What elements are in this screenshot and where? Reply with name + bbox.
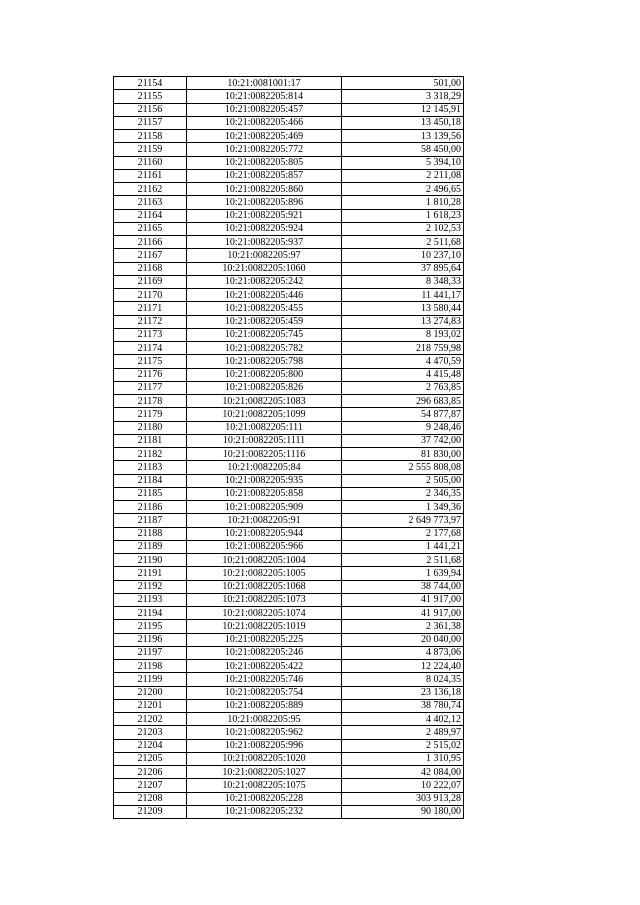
table-row (114, 289, 464, 302)
value-cell: 13 139,56 (342, 130, 464, 143)
table-row (114, 726, 464, 739)
row-number-cell: 21175 (114, 355, 187, 368)
cadastral-number-cell: 10:21:0082205:97 (187, 249, 342, 262)
value-cell: 8 348,33 (342, 275, 464, 288)
table-row (114, 540, 464, 553)
cadastral-number-cell: 10:21:0082205:924 (187, 222, 342, 235)
table-row (114, 633, 464, 646)
row-number-cell: 21176 (114, 368, 187, 381)
value-cell: 38 780,74 (342, 699, 464, 712)
value-cell: 10 222,07 (342, 779, 464, 792)
row-number-cell: 21172 (114, 315, 187, 328)
row-number-cell: 21197 (114, 646, 187, 659)
cadastral-number-cell: 10:21:0082205:858 (187, 487, 342, 500)
cadastral-number-cell: 10:21:0082205:1005 (187, 567, 342, 580)
table-row (114, 315, 464, 328)
value-cell: 4 873,06 (342, 646, 464, 659)
row-number-cell: 21206 (114, 766, 187, 779)
cadastral-number-cell: 10:21:0082205:469 (187, 130, 342, 143)
value-cell: 501,00 (342, 77, 464, 90)
value-cell: 2 346,35 (342, 487, 464, 500)
cadastral-number-cell: 10:21:0082205:814 (187, 90, 342, 103)
cadastral-number-cell: 10:21:0082205:745 (187, 328, 342, 341)
table-row (114, 209, 464, 222)
value-cell: 41 917,00 (342, 607, 464, 620)
table-row (114, 805, 464, 818)
cadastral-number-cell: 10:21:0081001:17 (187, 77, 342, 90)
row-number-cell: 21170 (114, 289, 187, 302)
cadastral-value-table (113, 76, 464, 819)
table-row (114, 673, 464, 686)
cadastral-number-cell: 10:21:0082205:466 (187, 116, 342, 129)
row-number-cell: 21190 (114, 554, 187, 567)
row-number-cell: 21158 (114, 130, 187, 143)
table-row (114, 752, 464, 765)
value-cell: 2 511,68 (342, 236, 464, 249)
table-row (114, 262, 464, 275)
cadastral-number-cell: 10:21:0082205:246 (187, 646, 342, 659)
value-cell: 4 402,12 (342, 713, 464, 726)
table-row (114, 593, 464, 606)
row-number-cell: 21177 (114, 381, 187, 394)
value-cell: 8 024,35 (342, 673, 464, 686)
row-number-cell: 21196 (114, 633, 187, 646)
cadastral-number-cell: 10:21:0082205:889 (187, 699, 342, 712)
table-row (114, 381, 464, 394)
row-number-cell: 21159 (114, 143, 187, 156)
value-cell: 12 145,91 (342, 103, 464, 116)
cadastral-number-cell: 10:21:0082205:1027 (187, 766, 342, 779)
table-row (114, 249, 464, 262)
cadastral-number-cell: 10:21:0082205:746 (187, 673, 342, 686)
cadastral-number-cell: 10:21:0082205:798 (187, 355, 342, 368)
table-row (114, 222, 464, 235)
cadastral-number-cell: 10:21:0082205:805 (187, 156, 342, 169)
row-number-cell: 21180 (114, 421, 187, 434)
row-number-cell: 21202 (114, 713, 187, 726)
value-cell: 54 877,87 (342, 408, 464, 421)
cadastral-number-cell: 10:21:0082205:242 (187, 275, 342, 288)
row-number-cell: 21167 (114, 249, 187, 262)
value-cell: 296 683,85 (342, 395, 464, 408)
row-number-cell: 21191 (114, 567, 187, 580)
cadastral-number-cell: 10:21:0082205:800 (187, 368, 342, 381)
value-cell: 58 450,00 (342, 143, 464, 156)
table-row (114, 527, 464, 540)
table-row (114, 792, 464, 805)
cadastral-number-cell: 10:21:0082205:962 (187, 726, 342, 739)
table-row (114, 183, 464, 196)
value-cell: 13 580,44 (342, 302, 464, 315)
value-cell: 12 224,40 (342, 660, 464, 673)
value-cell: 4 415,48 (342, 368, 464, 381)
row-number-cell: 21189 (114, 540, 187, 553)
cadastral-number-cell: 10:21:0082205:232 (187, 805, 342, 818)
value-cell: 2 505,00 (342, 474, 464, 487)
cadastral-number-cell: 10:21:0082205:860 (187, 183, 342, 196)
table-row (114, 487, 464, 500)
row-number-cell: 21164 (114, 209, 187, 222)
table-row (114, 143, 464, 156)
row-number-cell: 21192 (114, 580, 187, 593)
value-cell: 4 470,59 (342, 355, 464, 368)
row-number-cell: 21208 (114, 792, 187, 805)
value-cell: 38 744,00 (342, 580, 464, 593)
value-cell: 13 274,83 (342, 315, 464, 328)
row-number-cell: 21188 (114, 527, 187, 540)
row-number-cell: 21166 (114, 236, 187, 249)
value-cell: 2 177,68 (342, 527, 464, 540)
value-cell: 303 913,28 (342, 792, 464, 805)
value-cell: 37 895,64 (342, 262, 464, 275)
table-row (114, 103, 464, 116)
row-number-cell: 21178 (114, 395, 187, 408)
value-cell: 9 248,46 (342, 421, 464, 434)
row-number-cell: 21186 (114, 501, 187, 514)
table-row (114, 620, 464, 633)
table-row (114, 90, 464, 103)
value-cell: 2 763,85 (342, 381, 464, 394)
row-number-cell: 21163 (114, 196, 187, 209)
value-cell: 81 830,00 (342, 448, 464, 461)
row-number-cell: 21193 (114, 593, 187, 606)
cadastral-number-cell: 10:21:0082205:225 (187, 633, 342, 646)
value-cell: 90 180,00 (342, 805, 464, 818)
table-row (114, 660, 464, 673)
cadastral-number-cell: 10:21:0082205:937 (187, 236, 342, 249)
table-row (114, 567, 464, 580)
table-row (114, 713, 464, 726)
row-number-cell: 21155 (114, 90, 187, 103)
table-row (114, 434, 464, 447)
table-row (114, 116, 464, 129)
table-row (114, 686, 464, 699)
table-row (114, 514, 464, 527)
cadastral-number-cell: 10:21:0082205:772 (187, 143, 342, 156)
table-row (114, 130, 464, 143)
value-cell: 42 084,00 (342, 766, 464, 779)
table-row (114, 448, 464, 461)
value-cell: 1 639,94 (342, 567, 464, 580)
value-cell: 1 618,23 (342, 209, 464, 222)
row-number-cell: 21179 (114, 408, 187, 421)
row-number-cell: 21156 (114, 103, 187, 116)
cadastral-number-cell: 10:21:0082205:1073 (187, 593, 342, 606)
cadastral-number-cell: 10:21:0082205:826 (187, 381, 342, 394)
value-cell: 13 450,18 (342, 116, 464, 129)
table-row (114, 77, 464, 90)
table-row (114, 408, 464, 421)
value-cell: 5 394,10 (342, 156, 464, 169)
table-row (114, 766, 464, 779)
row-number-cell: 21198 (114, 660, 187, 673)
value-cell: 2 649 773,97 (342, 514, 464, 527)
cadastral-number-cell: 10:21:0082205:1020 (187, 752, 342, 765)
cadastral-number-cell: 10:21:0082205:754 (187, 686, 342, 699)
cadastral-number-cell: 10:21:0082205:459 (187, 315, 342, 328)
row-number-cell: 21203 (114, 726, 187, 739)
table-body (114, 77, 464, 819)
value-cell: 41 917,00 (342, 593, 464, 606)
cadastral-number-cell: 10:21:0082205:1083 (187, 395, 342, 408)
value-cell: 218 759,98 (342, 342, 464, 355)
cadastral-number-cell: 10:21:0082205:1111 (187, 434, 342, 447)
cadastral-number-cell: 10:21:0082205:944 (187, 527, 342, 540)
value-cell: 1 349,36 (342, 501, 464, 514)
cadastral-number-cell: 10:21:0082205:455 (187, 302, 342, 315)
table-row (114, 156, 464, 169)
row-number-cell: 21185 (114, 487, 187, 500)
row-number-cell: 21162 (114, 183, 187, 196)
row-number-cell: 21168 (114, 262, 187, 275)
value-cell: 2 496,65 (342, 183, 464, 196)
table-row (114, 368, 464, 381)
row-number-cell: 21154 (114, 77, 187, 90)
cadastral-number-cell: 10:21:0082205:857 (187, 169, 342, 182)
table-row (114, 236, 464, 249)
value-cell: 8 193,02 (342, 328, 464, 341)
row-number-cell: 21187 (114, 514, 187, 527)
table-row (114, 779, 464, 792)
row-number-cell: 21165 (114, 222, 187, 235)
table-row (114, 355, 464, 368)
table-row (114, 395, 464, 408)
cadastral-number-cell: 10:21:0082205:1019 (187, 620, 342, 633)
row-number-cell: 21182 (114, 448, 187, 461)
value-cell: 2 211,08 (342, 169, 464, 182)
row-number-cell: 21160 (114, 156, 187, 169)
cadastral-number-cell: 10:21:0082205:228 (187, 792, 342, 805)
table-row (114, 342, 464, 355)
table-row (114, 169, 464, 182)
row-number-cell: 21194 (114, 607, 187, 620)
value-cell: 2 489,97 (342, 726, 464, 739)
cadastral-number-cell: 10:21:0082205:896 (187, 196, 342, 209)
table-row (114, 607, 464, 620)
row-number-cell: 21199 (114, 673, 187, 686)
table-row (114, 275, 464, 288)
cadastral-number-cell: 10:21:0082205:966 (187, 540, 342, 553)
cadastral-number-cell: 10:21:0082205:935 (187, 474, 342, 487)
cadastral-number-cell: 10:21:0082205:1004 (187, 554, 342, 567)
value-cell: 2 102,53 (342, 222, 464, 235)
row-number-cell: 21171 (114, 302, 187, 315)
table-row (114, 501, 464, 514)
cadastral-number-cell: 10:21:0082205:782 (187, 342, 342, 355)
value-cell: 23 136,18 (342, 686, 464, 699)
cadastral-number-cell: 10:21:0082205:422 (187, 660, 342, 673)
cadastral-number-cell: 10:21:0082205:457 (187, 103, 342, 116)
cadastral-number-cell: 10:21:0082205:996 (187, 739, 342, 752)
table-row (114, 580, 464, 593)
cadastral-number-cell: 10:21:0082205:111 (187, 421, 342, 434)
table-row (114, 554, 464, 567)
row-number-cell: 21201 (114, 699, 187, 712)
cadastral-number-cell: 10:21:0082205:91 (187, 514, 342, 527)
value-cell: 2 361,38 (342, 620, 464, 633)
value-cell: 10 237,10 (342, 249, 464, 262)
row-number-cell: 21204 (114, 739, 187, 752)
cadastral-number-cell: 10:21:0082205:446 (187, 289, 342, 302)
cadastral-number-cell: 10:21:0082205:84 (187, 461, 342, 474)
table-row (114, 461, 464, 474)
cadastral-number-cell: 10:21:0082205:1075 (187, 779, 342, 792)
cadastral-number-cell: 10:21:0082205:909 (187, 501, 342, 514)
cadastral-number-cell: 10:21:0082205:1068 (187, 580, 342, 593)
row-number-cell: 21195 (114, 620, 187, 633)
table-row (114, 699, 464, 712)
cadastral-number-cell: 10:21:0082205:1116 (187, 448, 342, 461)
cadastral-number-cell: 10:21:0082205:95 (187, 713, 342, 726)
cadastral-number-cell: 10:21:0082205:921 (187, 209, 342, 222)
row-number-cell: 21157 (114, 116, 187, 129)
cadastral-number-cell: 10:21:0082205:1060 (187, 262, 342, 275)
row-number-cell: 21209 (114, 805, 187, 818)
row-number-cell: 21205 (114, 752, 187, 765)
row-number-cell: 21207 (114, 779, 187, 792)
row-number-cell: 21173 (114, 328, 187, 341)
row-number-cell: 21169 (114, 275, 187, 288)
value-cell: 2 511,68 (342, 554, 464, 567)
cadastral-number-cell: 10:21:0082205:1099 (187, 408, 342, 421)
cadastral-number-cell: 10:21:0082205:1074 (187, 607, 342, 620)
table-row (114, 328, 464, 341)
value-cell: 2 515,02 (342, 739, 464, 752)
row-number-cell: 21181 (114, 434, 187, 447)
value-cell: 37 742,00 (342, 434, 464, 447)
value-cell: 11 441,17 (342, 289, 464, 302)
row-number-cell: 21200 (114, 686, 187, 699)
row-number-cell: 21161 (114, 169, 187, 182)
value-cell: 1 310,95 (342, 752, 464, 765)
table-row (114, 421, 464, 434)
table-row (114, 646, 464, 659)
table-row (114, 196, 464, 209)
value-cell: 3 318,29 (342, 90, 464, 103)
row-number-cell: 21183 (114, 461, 187, 474)
value-cell: 2 555 808,08 (342, 461, 464, 474)
row-number-cell: 21174 (114, 342, 187, 355)
table-row (114, 302, 464, 315)
value-cell: 1 810,28 (342, 196, 464, 209)
value-cell: 20 040,00 (342, 633, 464, 646)
table-row (114, 739, 464, 752)
value-cell: 1 441,21 (342, 540, 464, 553)
row-number-cell: 21184 (114, 474, 187, 487)
table-row (114, 474, 464, 487)
